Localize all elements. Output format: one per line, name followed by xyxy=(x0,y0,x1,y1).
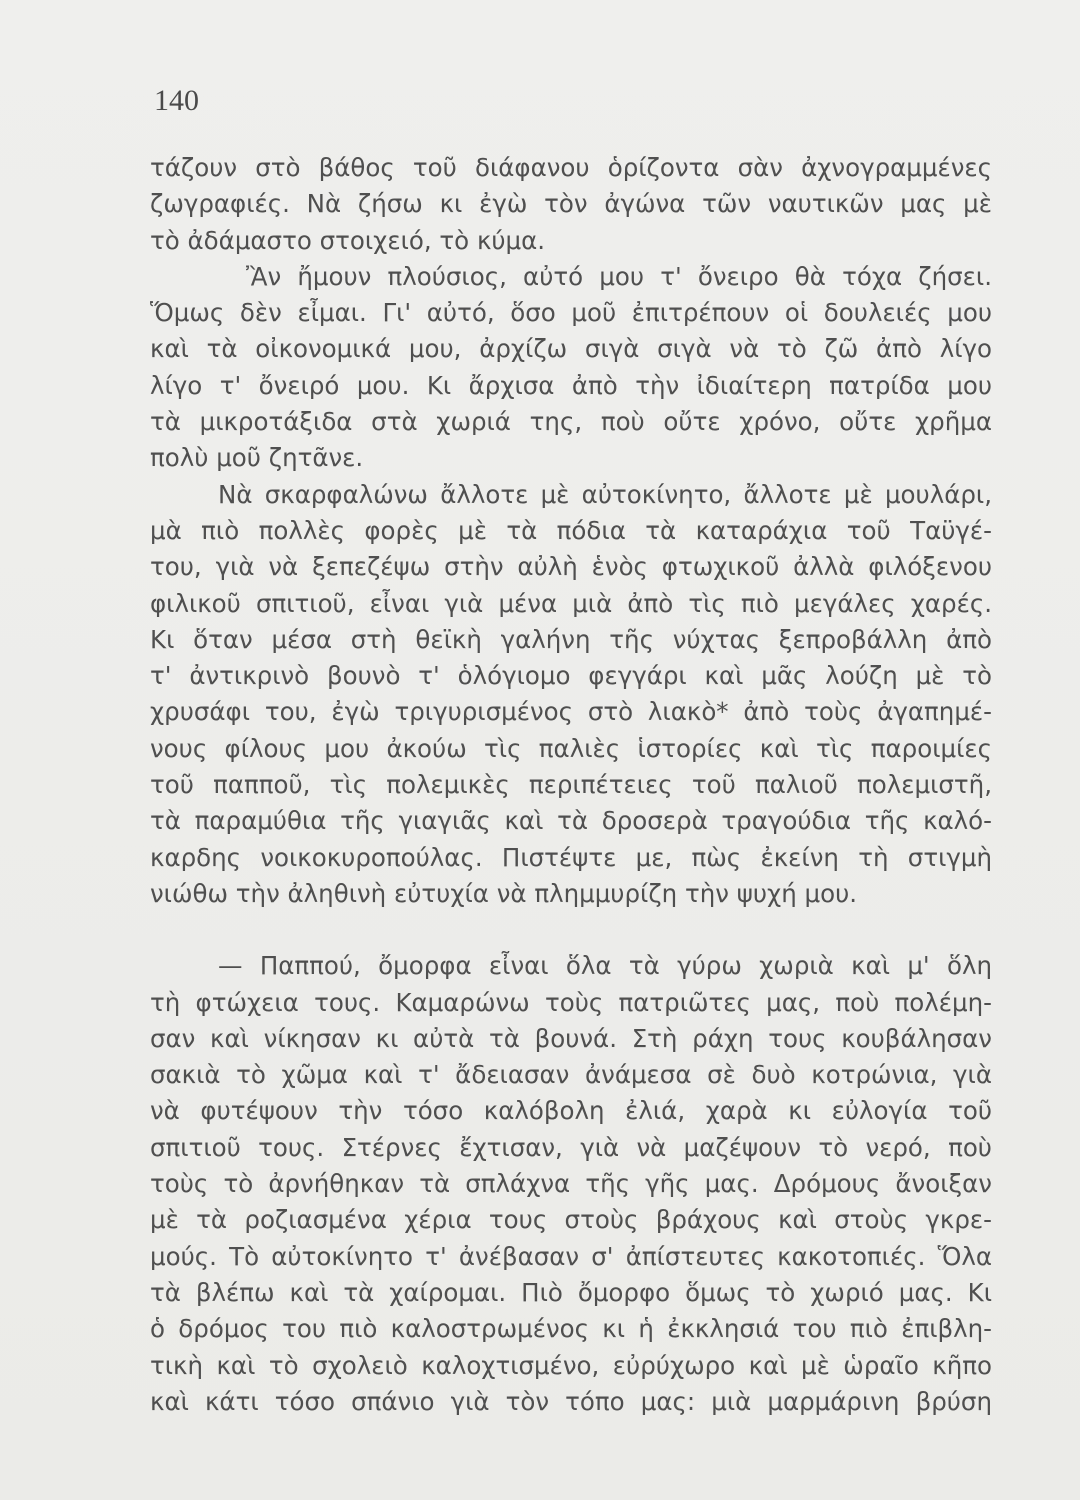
text-line: πολὺ μοῦ ζητᾶνε. xyxy=(150,443,364,473)
text-line: τὰ βλέπω καὶ τὰ χαίρομαι. Πιὸ ὄμορφο ὅμως τὸ χωριό μας. Κι xyxy=(150,1277,992,1307)
body-text xyxy=(150,150,992,1420)
text-line: ζωγραφιές. Νὰ ζήσω κι ἐγὼ τὸν ἀγώνα τῶν ναυτικῶν μας μὲ xyxy=(150,189,992,219)
text-line: τὸ ἀδάμαστο στοιχειό, τὸ κύμα. xyxy=(150,225,546,255)
text-line: σαν καὶ νίκησαν κι αὐτὰ τὰ βουνά. Στὴ ράχη τους κουβάλησαν xyxy=(150,1023,992,1053)
text-line: καρδης νοικοκυροπούλας. Πιστέψτε με, πὼς ἐκείνη τὴ στιγμὴ xyxy=(150,842,992,872)
text-line: τάζουν στὸ βάθος τοῦ διάφανου ὁρίζοντα σὰν ἀχνογραμμένες xyxy=(150,153,992,182)
text-line: τικὴ καὶ τὸ σχολειὸ καλοχτισμένο, εὐρύχωρο καὶ μὲ ὡραῖο κῆπο xyxy=(150,1350,992,1380)
text-line: τὰ μικροτάξιδα στὰ χωριά της, ποὺ οὔτε χρόνο, οὔτε χρῆμα xyxy=(150,407,992,437)
text-line: τὰ παραμύθια τῆς γιαγιᾶς καὶ τὰ δροσερὰ τραγούδια τῆς καλό- xyxy=(150,806,992,836)
text-line: σπιτιοῦ τους. Στέρνες ἔχτισαν, γιὰ νὰ μαζέψουν τὸ νερό, ποὺ xyxy=(150,1132,992,1162)
section-gap xyxy=(150,912,992,948)
text-line: καὶ τὰ οἰκονομικά μου, ἀρχίζω σιγὰ σιγὰ νὰ τὸ ζῶ ἀπὸ λίγο xyxy=(150,334,992,364)
text-line: λίγο τ' ὄνειρό μου. Κι ἄρχισα ἀπὸ τὴν ἰδιαίτερη πατρίδα μου xyxy=(150,370,992,400)
text-line: τὴ φτώχεια τους. Καμαρώνω τοὺς πατριῶτες μας, ποὺ πολέμη- xyxy=(150,987,992,1017)
text-line: τοὺς τὸ ἀρνήθηκαν τὰ σπλάχνα τῆς γῆς μας. Δρόμους ἄνοιξαν xyxy=(150,1169,992,1199)
paragraph-first-line: Ἂν ἤμουν πλούσιος, αὐτό μου τ' ὄνειρο θὰ τόχα ζήσει. xyxy=(246,261,992,291)
text-line: μὰ πιὸ πολλὲς φορὲς μὲ τὰ πόδια τὰ καταράχια τοῦ Ταϋγέ- xyxy=(150,515,992,545)
text-line: χρυσάφι του, ἐγὼ τριγυρισμένος στὸ λιακὸ* ἀπὸ τοὺς ἀγαπημέ- xyxy=(150,697,992,727)
text-line: Κι ὅταν μέσα στὴ θεϊκὴ γαλήνη τῆς νύχτας ξεπροβάλλη ἀπὸ xyxy=(150,624,992,654)
text-line: τ' ἀντικρινὸ βουνὸ τ' ὁλόγιομο φεγγάρι καὶ μᾶς λούζη μὲ τὸ xyxy=(150,661,992,691)
paragraph-first-line: Νὰ σκαρφαλώνω ἄλλοτε μὲ αὐτοκίνητο, ἄλλοτε μὲ μουλάρι, xyxy=(218,479,992,509)
text-line: σακιὰ τὸ χῶμα καὶ τ' ἄδειασαν ἀνάμεσα σὲ δυὸ κοτρώνια, γιὰ xyxy=(150,1060,992,1090)
text-line: τοῦ παπποῦ, τὶς πολεμικὲς περιπέτειες τοῦ παλιοῦ πολεμιστῆ, xyxy=(150,770,992,800)
text-line: μούς. Τὸ αὐτοκίνητο τ' ἀνέβασαν σ' ἀπίστευτες κακοτοπιές. Ὅλα xyxy=(150,1241,992,1271)
text-line: μὲ τὰ ροζιασμένα χέρια τους στοὺς βράχους καὶ στοὺς γκρε- xyxy=(150,1205,992,1235)
text-line: ὁ δρόμος του πιὸ καλοστρωμένος κι ἡ ἐκκλησιά του πιὸ ἐπιβλη- xyxy=(150,1314,992,1344)
dialogue-first-line: — Παππού, ὄμορφα εἶναι ὅλα τὰ γύρω χωριὰ καὶ μ' ὅλη xyxy=(218,951,992,981)
text-line: φιλικοῦ σπιτιοῦ, εἶναι γιὰ μένα μιὰ ἀπὸ τὶς πιὸ μεγάλες χαρές. xyxy=(150,588,992,618)
text-line: νους φίλους μου ἀκούω τὶς παλιὲς ἱστορίες καὶ τὶς παροιμίες xyxy=(150,733,992,763)
text-line: του, γιὰ νὰ ξεπεζέψω στὴν αὐλὴ ἑνὸς φτωχικοῦ ἀλλὰ φιλόξενου xyxy=(150,552,992,582)
text-line: νιώθω τὴν ἀληθινὴ εὐτυχία νὰ πλημμυρίζη τὴν ψυχή μου. xyxy=(150,878,858,908)
page-number: 140 xyxy=(154,84,199,117)
text-line: νὰ φυτέψουν τὴν τόσο καλόβολη ἐλιά, χαρὰ κι εὐλογία τοῦ xyxy=(150,1096,992,1126)
text-line: καὶ κάτι τόσο σπάνιο γιὰ τὸν τόπο μας: μιὰ μαρμάρινη βρύση xyxy=(150,1386,992,1416)
text-line: Ὅμως δὲν εἶμαι. Γι' αὐτό, ὅσο μοῦ ἐπιτρέπουν οἱ δουλειές μου xyxy=(150,298,992,328)
